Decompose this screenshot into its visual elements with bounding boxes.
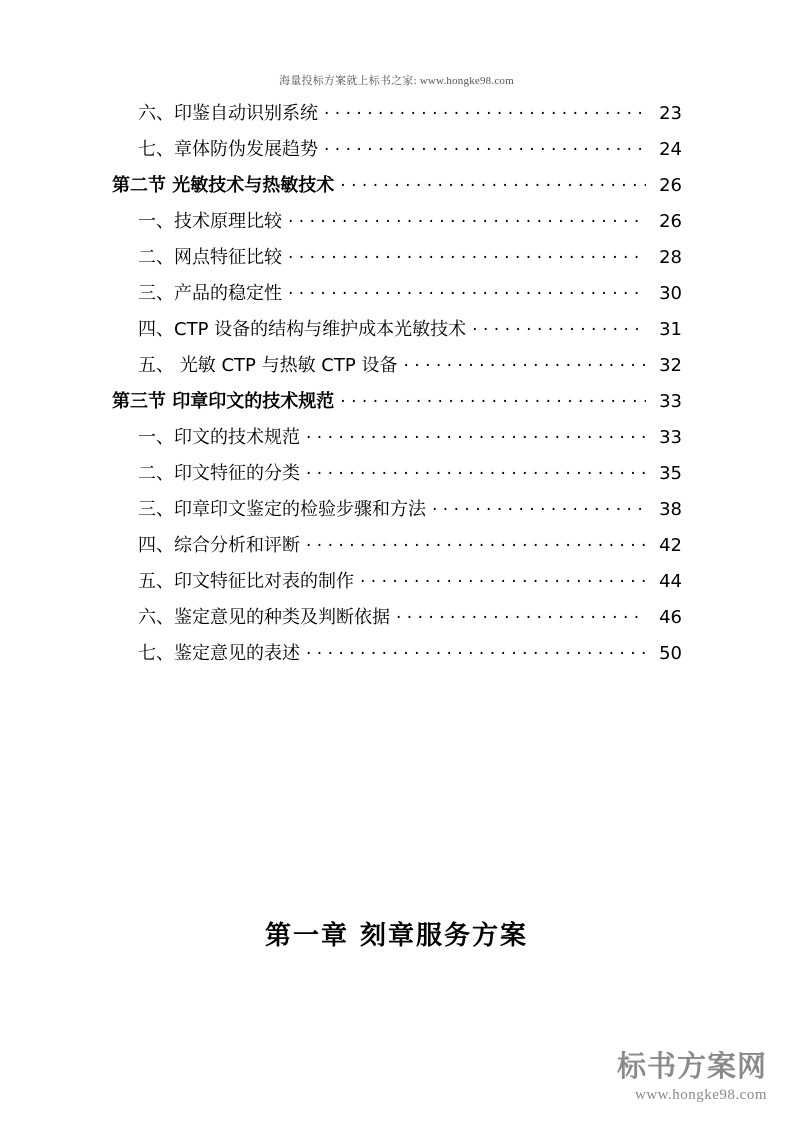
toc-entry-page-number: 30 — [659, 283, 682, 304]
toc-entry-page-number: 33 — [659, 391, 682, 412]
toc-entry-label: 一、技术原理比较 — [138, 211, 282, 232]
toc-entry-page-number: 46 — [659, 607, 682, 628]
toc-leader-dots — [324, 100, 646, 119]
toc-entry-label: 第二节 光敏技术与热敏技术 — [112, 175, 335, 196]
toc-leader-dots — [340, 388, 646, 407]
toc-entry-page-number: 44 — [659, 571, 682, 592]
toc-entry-label: 七、鉴定意见的表述 — [138, 643, 300, 664]
toc-entry-label: 五、 光敏 CTP 与热敏 CTP 设备 — [138, 355, 398, 376]
toc-entry-label: 七、章体防伪发展趋势 — [138, 139, 318, 160]
toc-leader-dots — [288, 280, 646, 299]
toc-entry-label: 四、综合分析和评断 — [138, 535, 300, 556]
table-of-contents — [112, 100, 682, 676]
toc-entry[interactable] — [112, 280, 682, 303]
top-watermark-text: 海量投标方案就上标书之家: www.hongke98.com — [279, 75, 514, 87]
toc-leader-dots — [403, 352, 646, 371]
toc-entry[interactable] — [112, 244, 682, 267]
toc-leader-dots — [306, 424, 646, 443]
toc-entry[interactable] — [112, 136, 682, 159]
toc-entry[interactable] — [112, 208, 682, 231]
toc-entry-label: 四、CTP 设备的结构与维护成本光敏技术 — [138, 319, 467, 340]
toc-entry-label: 六、鉴定意见的种类及判断依据 — [138, 607, 390, 628]
toc-entry-page-number: 38 — [659, 499, 682, 520]
toc-entry-label: 一、印文的技术规范 — [138, 427, 300, 448]
footer-logo — [617, 1051, 767, 1104]
toc-entry[interactable] — [112, 424, 682, 447]
toc-entry-page-number: 23 — [659, 103, 682, 124]
toc-entry-label: 六、印鉴自动识别系统 — [138, 103, 318, 124]
toc-entry-page-number: 28 — [659, 247, 682, 268]
toc-leader-dots — [472, 316, 646, 335]
toc-leader-dots — [288, 208, 646, 227]
footer-logo-main: 标书方案网 — [616, 1049, 767, 1084]
toc-entry-label: 二、印文特征的分类 — [138, 463, 300, 484]
toc-entry-label: 第三节 印章印文的技术规范 — [112, 391, 335, 412]
toc-leader-dots — [360, 568, 646, 587]
toc-entry[interactable] — [112, 496, 682, 519]
chapter-title: 第一章 刻章服务方案 — [264, 921, 529, 951]
toc-entry[interactable] — [112, 100, 682, 123]
toc-entry-page-number: 31 — [659, 319, 682, 340]
toc-leader-dots — [432, 496, 646, 515]
toc-entry[interactable] — [112, 316, 682, 339]
toc-entry-page-number: 35 — [659, 463, 682, 484]
toc-leader-dots — [396, 604, 646, 623]
toc-entry-page-number: 50 — [659, 643, 682, 664]
toc-entry-label: 二、网点特征比较 — [138, 247, 282, 268]
toc-entry-page-number: 26 — [659, 211, 682, 232]
toc-entry[interactable] — [112, 352, 682, 375]
toc-leader-dots — [288, 244, 646, 263]
toc-entry[interactable] — [112, 568, 682, 591]
toc-leader-dots — [306, 640, 646, 659]
toc-entry-page-number: 42 — [659, 535, 682, 556]
toc-entry[interactable] — [112, 640, 682, 663]
toc-leader-dots — [306, 460, 646, 479]
toc-entry[interactable] — [112, 604, 682, 627]
toc-leader-dots — [306, 532, 646, 551]
toc-entry-label: 五、印文特征比对表的制作 — [138, 571, 354, 592]
toc-entry-label: 三、产品的稳定性 — [138, 283, 282, 304]
toc-leader-dots — [324, 136, 646, 155]
footer-logo-url: www.hongke98.com — [634, 1087, 767, 1103]
toc-entry[interactable] — [112, 388, 682, 411]
toc-entry-label: 三、印章印文鉴定的检验步骤和方法 — [138, 499, 426, 520]
toc-entry-page-number: 26 — [659, 175, 682, 196]
toc-leader-dots — [340, 172, 646, 191]
toc-entry[interactable] — [112, 460, 682, 483]
toc-entry-page-number: 33 — [659, 427, 682, 448]
toc-entry-page-number: 24 — [659, 139, 682, 160]
toc-entry[interactable] — [112, 532, 682, 555]
toc-entry[interactable] — [112, 172, 682, 195]
toc-entry-page-number: 32 — [659, 355, 682, 376]
